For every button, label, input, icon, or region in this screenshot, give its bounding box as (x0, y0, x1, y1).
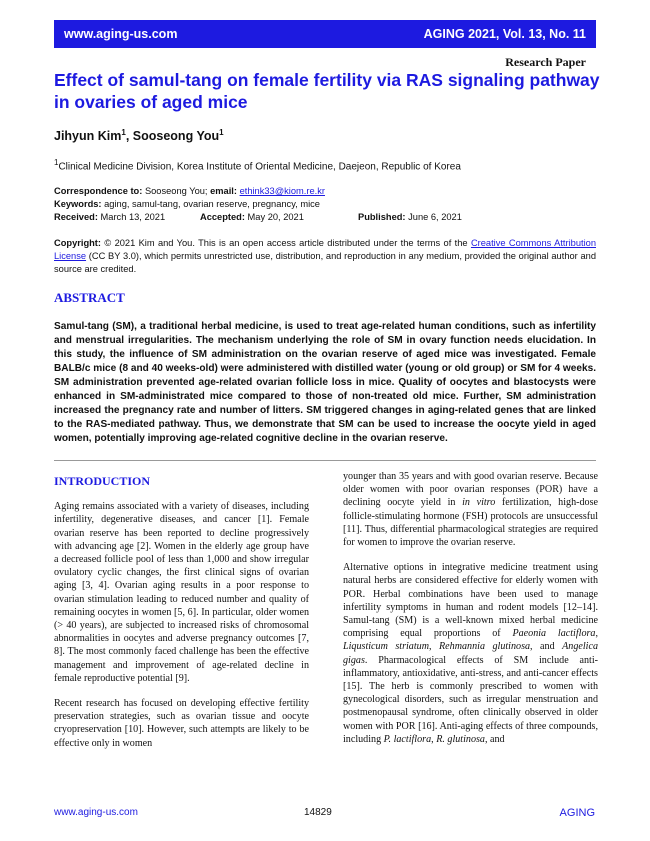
abstract-heading: ABSTRACT (54, 290, 125, 305)
footer-journal: AGING (559, 807, 595, 819)
published-label: Published: (358, 212, 406, 222)
license-link[interactable]: Creative Commons Attribution License (54, 238, 596, 261)
copyright-text: (CC BY 3.0), which permits unrestricted use, distribution, and reproduction in any medium, provided the original author and source are credited. (54, 251, 596, 274)
author-name: Sooseong You (132, 129, 220, 144)
paragraph-text: fertilization, high-dose follicle-stimulating hormone (FSH) protocols are unsuccessful [11]. Thus, differential pharmacological strategies are required for women to improve the ovarian reserve. (343, 497, 598, 549)
section-divider (54, 460, 596, 461)
author-name: Jihyun Kim (54, 129, 122, 144)
accepted-date (200, 212, 304, 222)
affiliation-text: Clinical Medicine Division, Korea Institute of Oriental Medicine, Daejeon, Republic of Korea (58, 161, 461, 173)
keywords-label: Keywords: (54, 199, 102, 209)
species-name: Paeonia lactiflora (512, 628, 596, 640)
keywords-text: aging, samul-tang, ovarian reserve, pregnancy, mice (104, 199, 320, 209)
paper-title: Effect of samul-tang on female fertility via RAS signaling pathway in ovaries of aged mice (54, 70, 600, 112)
abstract-text: Samul-tang (SM), a traditional herbal medicine, is used to treat age-related human conditions, such as infertility and menstrual irregularities. The mechanism underlying the role of SM in ovary function needs elucidation. In this study, the influence of SM administration on the ovarian reserve of aged mice was investigated. Female BALB/c mice (8 and 40 weeks-old) were administered with distilled water (young or old group) or SM for 4 weeks. SM administration prevented age-related ovarian follicle loss in mice. Quality of oocytes and blastocysts were enhanced in SM-administrated mice compared to those of non-treated old mice. Further, SM administration increased the pregnancy rate and number of litters. SM triggered changes in aging-related genes that are linked to the RAS-mediated pathway. Thus, we demonstrate that SM can be used to increase the oocyte yield in aged women, potentially improving age-related cognitive decline in the ovarian reserve. (54, 321, 596, 444)
page-number: 14829 (304, 807, 332, 818)
published-value: June 6, 2021 (408, 212, 462, 222)
paragraph-text: , and (530, 641, 563, 653)
intro-paragraph: Recent research has focused on developing effective fertility preservation strategies, such as ovarian tissue and oocyte cryopreservation [10]. However, such attempts are likely to be effective only in women (54, 698, 309, 749)
journal-banner (54, 20, 596, 48)
copyright-text: © 2021 Kim and You. This is an open access article distributed under the terms of the (104, 238, 471, 248)
species-name: Rehmannia glutinosa (439, 641, 531, 653)
paragraph-text: younger than 35 years and with good ovarian reserve. Because older women with poor ovarian responses (POR) have a declining oocyte yield in (343, 471, 598, 509)
paragraph-text: , (431, 733, 437, 745)
copyright-label: Copyright: (54, 238, 101, 248)
paragraph-text: , and (484, 733, 505, 745)
species-name: Liqusticum striatum (343, 641, 429, 653)
keywords-line (54, 199, 320, 209)
species-name: R. glutinosa (436, 733, 485, 745)
species-name: P. lactiflora (383, 733, 432, 745)
affiliation-marker: 1 (219, 128, 224, 137)
paragraph-text: Alternative options in integrative medicine treatment using natural herbs are considered effective for elderly women with POR. Herbal combinations have been used to manage infertility symptoms in human and rodent models [12–14]. Samul-tang (SM) is a well-known mixed herbal medicine comprising equal proportions of (343, 562, 598, 640)
paragraph-text: , (429, 641, 440, 653)
affiliation (54, 158, 461, 172)
species-name: Angelica gigas (343, 641, 598, 666)
article-type: Research Paper (505, 55, 586, 69)
received-date (54, 212, 165, 222)
footer-url[interactable]: www.aging-us.com (54, 807, 138, 818)
accepted-value: May 20, 2021 (247, 212, 304, 222)
paragraph-text: , (595, 628, 598, 640)
published-date (358, 212, 462, 222)
correspondence-label: Correspondence to: (54, 186, 143, 196)
left-column (54, 475, 309, 762)
intro-paragraph: Aging remains associated with a variety of diseases, including infertility, degenerative diseases, and cancer [1]. Female ovarian reserve has been reported to decline progressively with advancing age [2]. Women in the elderly age group have a decreased follicle pool of less than 1,000 and show irregular ovulatory cyclic changes, the first clinical signs of ovarian aging [3, 4]. Ovarian aging results in a poor response to ovarian stimulation leading to reduced number and quality of remaining oocytes in women [5, 6]. In particular, older women (> 40 years), are subjected to increased risks of chromosomal abnormalities in oocytes and adverse pregnancy outcomes [7, 8]. The most commonly faced challenge has been the effective management and improvement of age-related decline in female reproductive potential [9]. (54, 501, 309, 684)
paragraph-text: . Pharmacological effects of SM include anti-inflammatory, antioxidative, anti-stress, and anti-cancer effects [15]. The herb is commonly prescribed to women with gynecological disorders, such as irregular menstruation and postmenopausal syndrome, often clinically observed in older women with POR [16]. Anti-aging effects of three compounds, including (343, 654, 598, 745)
italic-term: in vitro (462, 497, 496, 509)
received-label: Received: (54, 212, 98, 222)
author-separator: , (125, 129, 133, 144)
introduction-heading: INTRODUCTION (54, 474, 151, 488)
correspondence-name: Sooseong You; (144, 186, 208, 196)
affiliation-marker: 1 (54, 158, 59, 167)
correspondence-line (54, 186, 325, 196)
journal-issue: AGING 2021, Vol. 13, No. 11 (423, 27, 586, 41)
right-column (343, 470, 598, 758)
journal-url[interactable]: www.aging-us.com (64, 27, 178, 41)
intro-paragraph (343, 470, 598, 549)
intro-paragraph (343, 561, 598, 746)
received-value: March 13, 2021 (100, 212, 166, 222)
copyright-notice (54, 237, 596, 276)
email-label: email: (210, 186, 237, 196)
accepted-label: Accepted: (200, 212, 245, 222)
email-link[interactable]: ethink33@kiom.re.kr (239, 186, 325, 196)
author-list (54, 128, 224, 143)
affiliation-marker: 1 (121, 128, 126, 137)
